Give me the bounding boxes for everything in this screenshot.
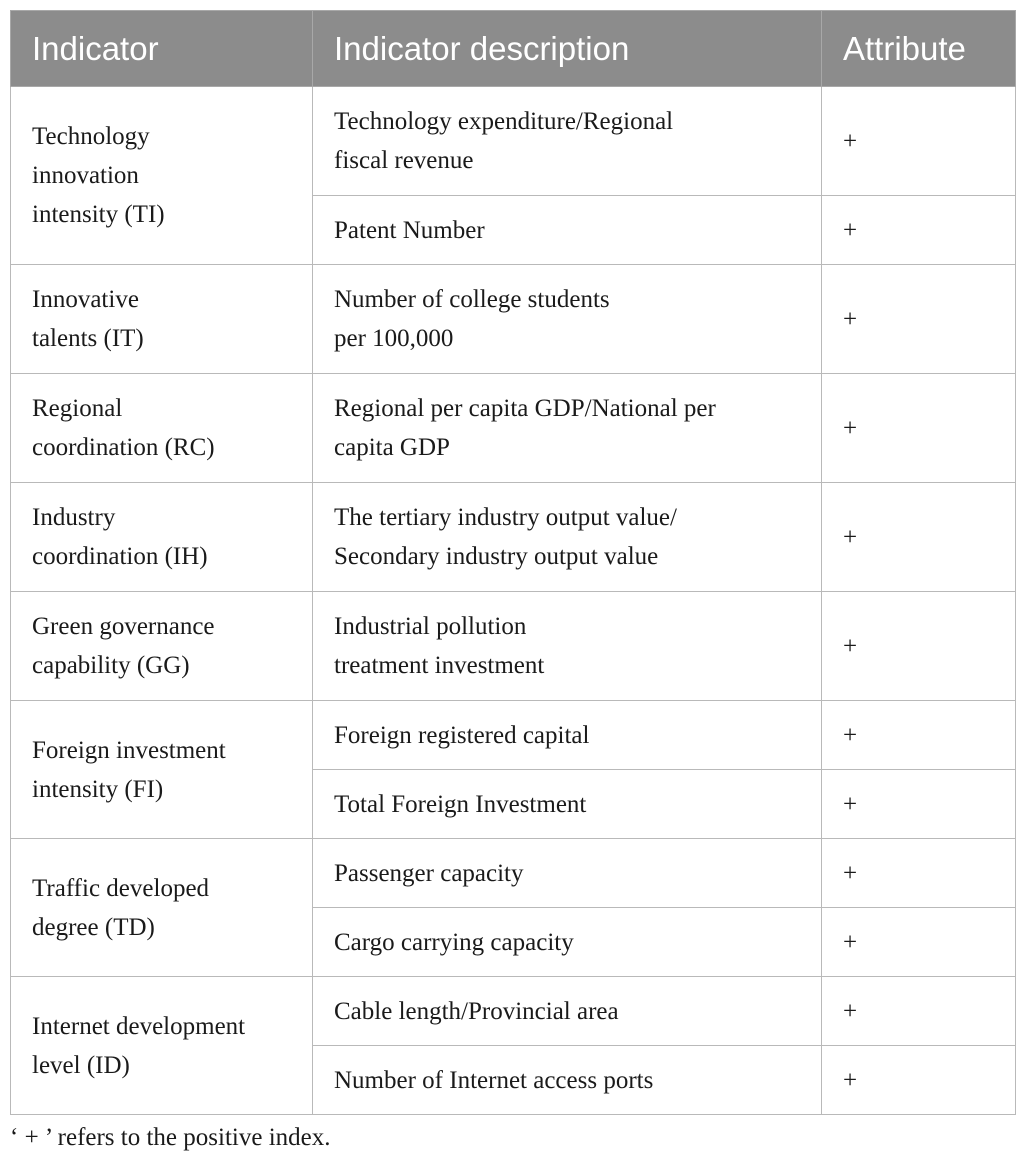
- attribute-cell: +: [822, 701, 1016, 770]
- description-text: Passenger capacity: [334, 859, 524, 887]
- indicator-cell: [11, 839, 313, 977]
- description-text: Number of Internet access ports: [334, 1066, 654, 1094]
- description-text: Total Foreign Investment: [334, 790, 587, 818]
- description-cell: [313, 908, 822, 977]
- description-text: Secondary industry output value: [334, 543, 659, 570]
- attribute-cell: +: [822, 908, 1016, 977]
- description-cell: [313, 701, 822, 770]
- indicator-text: Green governance: [32, 613, 215, 640]
- description-text: The tertiary industry output value/: [334, 504, 677, 531]
- description-cell: [313, 87, 822, 196]
- description-cell: [313, 770, 822, 839]
- table-footnote: ‘ + ’ refers to the positive index.: [10, 1124, 331, 1151]
- indicator-text: coordination (IH): [32, 543, 208, 570]
- indicator-cell: [11, 265, 313, 374]
- description-text: capita GDP: [334, 434, 450, 461]
- indicator-text: Foreign investment: [32, 736, 226, 764]
- description-cell: [313, 374, 822, 483]
- description-text: Cable length/Provincial area: [334, 997, 619, 1025]
- description-cell: [313, 483, 822, 592]
- indicator-text: innovation: [32, 162, 139, 189]
- indicator-text: coordination (RC): [32, 434, 215, 461]
- indicator-cell: [11, 87, 313, 265]
- attribute-cell: +: [822, 977, 1016, 1046]
- table-row: [11, 483, 1016, 592]
- description-text: per 100,000: [334, 325, 454, 352]
- table-row: [11, 701, 1016, 770]
- description-text: treatment investment: [334, 652, 545, 679]
- description-text: Regional per capita GDP/National per: [334, 395, 716, 422]
- table-row: [11, 592, 1016, 701]
- table-row: [11, 374, 1016, 483]
- indicator-cell: [11, 592, 313, 701]
- attribute-cell: +: [822, 839, 1016, 908]
- description-cell: [313, 196, 822, 265]
- indicator-text: Industry: [32, 504, 116, 531]
- header-indicator: Indicator: [11, 11, 313, 87]
- table-row: [11, 265, 1016, 374]
- header-attribute: Attribute: [822, 11, 1016, 87]
- description-text: Technology expenditure/Regional: [334, 108, 674, 135]
- attribute-cell: +: [822, 196, 1016, 265]
- table-row: [11, 977, 1016, 1046]
- table-container: [10, 10, 1015, 1152]
- indicator-text: level (ID): [32, 1051, 130, 1079]
- attribute-cell: +: [822, 265, 1016, 374]
- table-header-row: [11, 11, 1016, 87]
- indicator-text: Innovative: [32, 286, 139, 313]
- attribute-cell: +: [822, 374, 1016, 483]
- description-text: Patent Number: [334, 216, 485, 244]
- description-cell: [313, 977, 822, 1046]
- table-body: [11, 87, 1016, 1115]
- indicator-text: Technology: [32, 123, 150, 150]
- description-text: Industrial pollution: [334, 613, 527, 640]
- description-text: Number of college students: [334, 286, 610, 313]
- indicator-table: [10, 10, 1016, 1115]
- table-row: [11, 839, 1016, 908]
- indicator-text: degree (TD): [32, 913, 155, 941]
- header-indicator-description: Indicator description: [313, 11, 822, 87]
- description-text: fiscal revenue: [334, 147, 474, 174]
- indicator-text: Internet development: [32, 1012, 246, 1040]
- attribute-cell: +: [822, 770, 1016, 839]
- description-text: Cargo carrying capacity: [334, 928, 574, 956]
- indicator-text: capability (GG): [32, 652, 190, 679]
- indicator-cell: [11, 374, 313, 483]
- attribute-cell: +: [822, 483, 1016, 592]
- indicator-cell: [11, 977, 313, 1115]
- indicator-text: intensity (FI): [32, 775, 164, 803]
- indicator-text: intensity (TI): [32, 201, 165, 228]
- description-text: Foreign registered capital: [334, 721, 590, 749]
- description-cell: [313, 265, 822, 374]
- table-row: [11, 87, 1016, 196]
- description-cell: [313, 592, 822, 701]
- indicator-text: Traffic developed: [32, 874, 210, 902]
- indicator-cell: [11, 483, 313, 592]
- indicator-text: Regional: [32, 395, 123, 422]
- attribute-cell: +: [822, 87, 1016, 196]
- indicator-text: talents (IT): [32, 325, 144, 352]
- description-cell: [313, 1046, 822, 1115]
- attribute-cell: +: [822, 592, 1016, 701]
- indicator-cell: [11, 701, 313, 839]
- description-cell: [313, 839, 822, 908]
- attribute-cell: +: [822, 1046, 1016, 1115]
